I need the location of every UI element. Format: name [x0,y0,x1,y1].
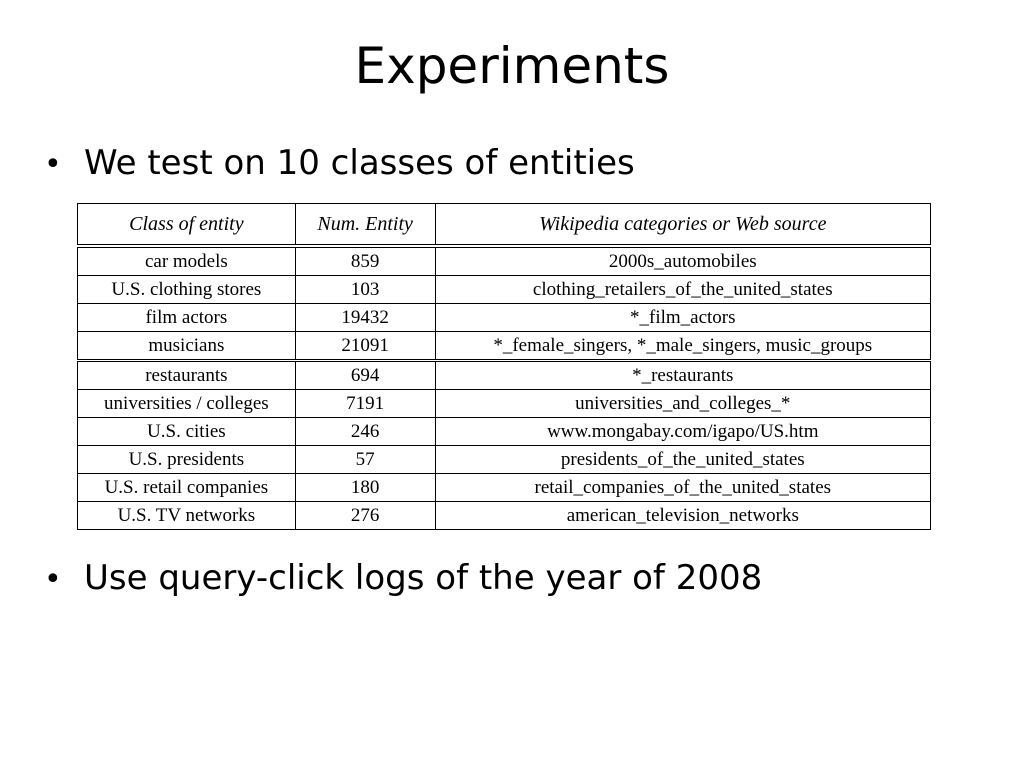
table-header-row [78,204,931,247]
header-num-entity: Num. Entity [295,204,435,247]
cell-count: 103 [295,276,435,304]
cell-source: american_television_networks [435,502,930,530]
cell-source: 2000s_automobiles [435,246,930,276]
table-row [78,390,931,418]
bullet-item [44,142,635,186]
cell-class: U.S. clothing stores [78,276,296,304]
cell-source: retail_companies_of_the_united_states [435,474,930,502]
cell-class: universities / colleges [78,390,296,418]
cell-count: 180 [295,474,435,502]
table-row [78,474,931,502]
cell-source: *_film_actors [435,304,930,332]
bullet-text: We test on 10 classes of entities [84,143,635,183]
header-class-of-entity: Class of entity [78,204,296,247]
table-row [78,502,931,530]
cell-source: universities_and_colleges_* [435,390,930,418]
cell-count: 276 [295,502,435,530]
cell-count: 859 [295,246,435,276]
cell-source: *_restaurants [435,361,930,390]
table-row [78,304,931,332]
cell-count: 57 [295,446,435,474]
cell-class: restaurants [78,361,296,390]
cell-class: film actors [78,304,296,332]
bullet-dot-icon: • [44,147,62,182]
cell-count: 694 [295,361,435,390]
cell-count: 21091 [295,332,435,361]
cell-count: 246 [295,418,435,446]
bullet-text: Use query-click logs of the year of 2008 [84,558,763,598]
slide-title: Experiments [354,37,670,95]
cell-source: www.mongabay.com/igapo/US.htm [435,418,930,446]
cell-source: presidents_of_the_united_states [435,446,930,474]
cell-count: 7191 [295,390,435,418]
cell-class: U.S. presidents [78,446,296,474]
table-row [78,361,931,390]
table-row [78,446,931,474]
table-row [78,332,931,361]
cell-class: musicians [78,332,296,361]
entity-table [77,203,931,530]
bullet-item [44,557,762,601]
cell-class: U.S. cities [78,418,296,446]
cell-source: *_female_singers, *_male_singers, music_groups [435,332,930,361]
cell-class: U.S. TV networks [78,502,296,530]
bullet-dot-icon: • [44,562,62,597]
cell-count: 19432 [295,304,435,332]
cell-class: U.S. retail companies [78,474,296,502]
table-row [78,246,931,276]
header-source: Wikipedia categories or Web source [435,204,930,247]
cell-class: car models [78,246,296,276]
table-row [78,418,931,446]
table-row [78,276,931,304]
cell-source: clothing_retailers_of_the_united_states [435,276,930,304]
